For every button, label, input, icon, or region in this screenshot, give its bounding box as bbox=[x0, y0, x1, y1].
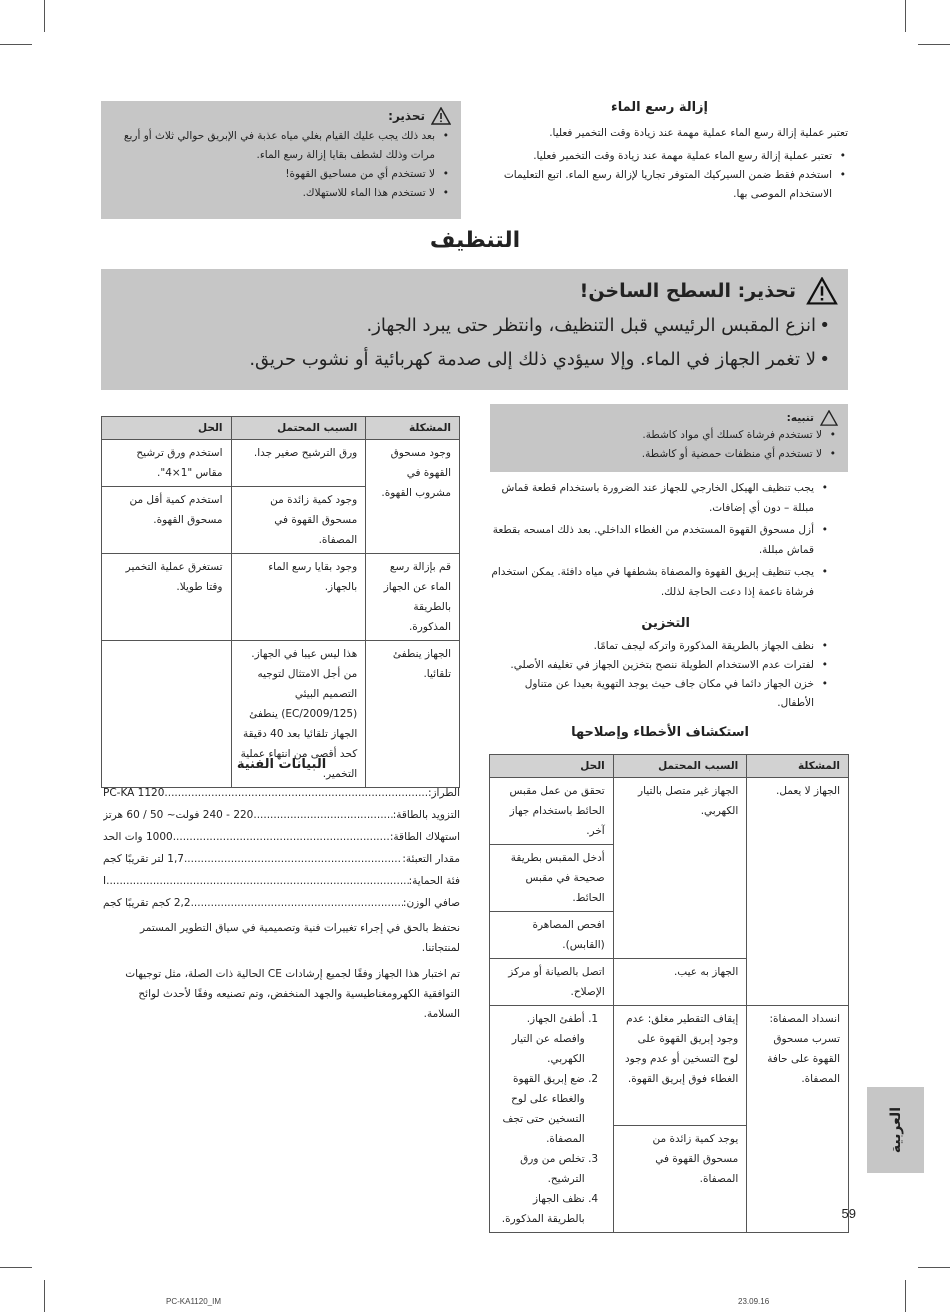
crop-mark bbox=[44, 1280, 45, 1312]
techdata-ce-note: تم اختبار هذا الجهاز وفقًا لجميع إرشادات CE الحالية ذات الصلة، مثل توجيهات التوافقية الكهرومغناطيسية والجهد المنخفض، وتم تصنيعه وفقًا لأحدث لوائح السلامة. bbox=[125, 968, 460, 1020]
list-item: 4. نظف الجهاز بالطريقة المذكورة. bbox=[498, 1189, 585, 1229]
spec-row bbox=[103, 848, 460, 870]
table-header-row bbox=[102, 417, 460, 440]
table-cell: وجود مسحوق القهوة في مشروب القهوة. bbox=[366, 440, 460, 554]
table-row bbox=[490, 1006, 849, 1126]
troubleshooting-table bbox=[489, 754, 849, 1233]
table-cell: انسداد المصفاة: تسرب مسحوق القهوة على حافة المصفاة. bbox=[747, 1006, 849, 1233]
table-cell: الجهاز لا يعمل. bbox=[747, 778, 849, 1006]
spec-label: مقدار التعبئة: bbox=[402, 853, 460, 865]
caution-title: تحذير: bbox=[388, 109, 425, 123]
list-item: 3. تخلص من ورق الترشيح. bbox=[498, 1149, 585, 1189]
list-item: • لا تستخدم فرشاة كسلك أي مواد كاشطة. bbox=[500, 426, 822, 445]
notice-list bbox=[500, 426, 838, 464]
spec-row bbox=[103, 804, 460, 826]
list-item: • تعتبر عملية إزالة رسع الماء عملية مهمة عند زيادة وقت التخمير فعليا. bbox=[490, 147, 832, 166]
spec-row bbox=[103, 826, 460, 848]
table-cell: ورق الترشيح صغير جدا. bbox=[231, 440, 366, 487]
footer-date: 23.09.16 bbox=[738, 1297, 770, 1306]
table-cell: الجهاز غير متصل بالتيار الكهربي. bbox=[613, 778, 747, 959]
warning-icon bbox=[431, 107, 451, 125]
techdata-heading: البيانات الفنية bbox=[236, 757, 327, 772]
descaling-list bbox=[490, 147, 848, 204]
spec-value: I bbox=[103, 875, 107, 887]
descaling-heading: إزالة رسع الماء bbox=[611, 100, 708, 115]
list-item: 2. ضع إبريق القهوة والغطاء على لوح التسخين حتى تجف المصفاة. bbox=[498, 1069, 585, 1149]
list-item: • خزن الجهاز دائما في مكان جاف حيث يوجد التهوية بعيدا عن متناول الأطفال. bbox=[490, 675, 814, 713]
table-row bbox=[490, 778, 849, 845]
table-cell: هذا ليس عيبا في الجهاز. من أجل الامتثال لتوجيه التصميم البيئي (EC/2009/125) ينطفئ الجهاز تلقائيا بعد 40 دقيقة كحد أقصى من انتهاء عملية التخمير. bbox=[231, 641, 366, 788]
danger-title: تحذير: السطح الساخن! bbox=[579, 280, 796, 302]
list-item: • نظف الجهاز بالطريقة المذكورة واتركه ليجف تمامًا. bbox=[490, 637, 814, 656]
spec-row bbox=[103, 782, 460, 804]
table-cell: قم بإزالة رسع الماء عن الجهاز بالطريقة المذكورة. bbox=[366, 554, 460, 641]
danger-list bbox=[111, 309, 838, 377]
techdata-note: نحتفظ بالحق في إجراء تغييرات فنية وتصميمية في سياق التطوير المستمر لمنتجاتنا. bbox=[139, 922, 460, 954]
list-item: 1. أطفئ الجهاز. وافصله عن التيار الكهربي. bbox=[498, 1009, 585, 1069]
spec-label: استهلاك الطاقة: bbox=[389, 831, 460, 843]
descaling-intro: تعتبر عملية إزالة رسع الماء عملية مهمة عند زيادة وقت التخمير فعليا. bbox=[549, 127, 848, 139]
spec-row bbox=[103, 892, 460, 914]
table-cell: الجهاز ينطفئ تلقائيا. bbox=[366, 641, 460, 788]
list-item: • بعد ذلك يجب عليك القيام بغلي مياه عذبة في الإبريق حوالي ثلاث أو أربع مرات وذلك لشطف بقايا إزالة رسع الماء. bbox=[111, 127, 435, 165]
table-cell: افحص المصاهرة (القابس). bbox=[490, 912, 614, 959]
crop-mark bbox=[918, 1267, 950, 1268]
spec-value: 2,2 كجم تقريبًا كجم bbox=[103, 897, 191, 909]
crop-mark bbox=[905, 1280, 906, 1312]
descaling-section bbox=[490, 100, 848, 204]
notice-box bbox=[490, 404, 848, 472]
list-item: • لا تستخدم أي من مساحيق القهوة! bbox=[111, 165, 435, 184]
notice-title: تنبيه: bbox=[786, 412, 814, 424]
spec-value: 1,7 لتر تقريبًا كجم bbox=[103, 853, 184, 865]
storage-list bbox=[490, 637, 830, 713]
spec-value: 1000 وات الحد bbox=[103, 831, 173, 843]
table-cell: اتصل بالصيانة أو مركز الإصلاح. bbox=[490, 959, 614, 1006]
techdata-section bbox=[103, 757, 460, 1024]
table-cell: تستغرق عملية التخمير وقتا طويلا. bbox=[102, 554, 232, 641]
column-header: السبب المحتمل bbox=[613, 755, 747, 778]
table-row bbox=[102, 440, 460, 487]
cleaning-title: التنظيف bbox=[429, 228, 521, 253]
table-header-row bbox=[490, 755, 849, 778]
spec-row bbox=[103, 870, 460, 892]
list-item: • استخدم فقط ضمن السيركيك المتوفر تجاريا لإزالة رسع الماء. اتبع التعليمات الاستخدام الموصى بها. bbox=[490, 166, 832, 204]
list-item: • انزع المقبس الرئيسي قبل التنظيف، وانتظر حتى يبرد الجهاز. bbox=[111, 309, 816, 343]
spec-value: PC-KA 1120 bbox=[103, 787, 165, 799]
spec-value: 220 - 240 فولت~ 50 / 60 هرتز bbox=[103, 809, 254, 821]
list-item: • أزل مسحوق القهوة المستخدم من الغطاء الداخلي. بعد ذلك امسحه بقطعة قماش مبللة. bbox=[490, 520, 814, 560]
fix-steps bbox=[498, 1009, 605, 1229]
table-cell: أدخل المقبس بطريقة صحيحة في مقبس الحائط. bbox=[490, 845, 614, 912]
column-header: المشكلة bbox=[747, 755, 849, 778]
problem-table bbox=[101, 416, 460, 788]
storage-heading: التخزين bbox=[641, 616, 690, 631]
storage-section bbox=[490, 616, 830, 713]
crop-mark bbox=[905, 0, 906, 32]
table-cell: وجود بقايا رسع الماء بالجهاز. bbox=[231, 554, 366, 641]
language-tab bbox=[867, 1087, 924, 1173]
crop-mark bbox=[44, 0, 45, 32]
crop-mark bbox=[918, 44, 950, 45]
crop-mark bbox=[0, 1267, 32, 1268]
spec-label: الطراز: bbox=[427, 787, 460, 799]
list-item: • لا تغمر الجهاز في الماء. وإلا سيؤدي ذلك إلى صدمة كهربائية أو نشوب حريق. bbox=[111, 343, 816, 377]
list-item: • يجب تنظيف الهيكل الخارجي للجهاز عند الضرورة باستخدام قطعة قماش مبللة – دون أي إضافات. bbox=[490, 478, 814, 518]
crop-mark bbox=[0, 44, 32, 45]
list-item: • يجب تنظيف إبريق القهوة والمصفاة بشطفها في مياه دافئة. يمكن استخدام فرشاة ناعمة إذا دعت الحاجة لذلك. bbox=[490, 562, 814, 602]
table-cell: يوجد كمية زائدة من مسحوق القهوة في المصفاة. bbox=[613, 1126, 747, 1233]
table-cell: استخدم ورق ترشيح مقاس "1×4". bbox=[102, 440, 232, 487]
column-header: المشكلة bbox=[366, 417, 460, 440]
table-cell: الجهاز به عيب. bbox=[613, 959, 747, 1006]
table-cell: إيقاف التقطير مغلق: عدم وجود إبريق القهوة على لوح التسخين أو عدم وجود الغطاء فوق إبريق القهوة. bbox=[613, 1006, 747, 1126]
warning-icon bbox=[806, 277, 838, 305]
danger-banner bbox=[101, 269, 848, 390]
table-cell bbox=[490, 1006, 614, 1233]
spec-label: فئة الحماية: bbox=[408, 875, 460, 887]
list-item: • لا تستخدم هذا الماء للاستهلاك. bbox=[111, 184, 435, 203]
list-item: • لا تستخدم أي منظفات حمضية أو كاشطة. bbox=[500, 445, 822, 464]
language-tab-label: العربية bbox=[887, 1106, 904, 1154]
list-item: • لفترات عدم الاستخدام الطويلة ننصح بتخزين الجهاز في تغليفه الأصلي. bbox=[490, 656, 814, 675]
cleaning-list bbox=[490, 478, 830, 602]
column-header: السبب المحتمل bbox=[231, 417, 366, 440]
spec-label: صافي الوزن: bbox=[402, 897, 460, 909]
footer-file-id: PC-KA1120_IM bbox=[166, 1297, 221, 1306]
troubleshooting-heading: استكشاف الأخطاء وإصلاحها bbox=[571, 725, 749, 740]
column-header: الحل bbox=[102, 417, 232, 440]
cleaning-instructions bbox=[490, 478, 830, 602]
table-cell: تحقق من عمل مقبس الحائط باستخدام جهاز آخر. bbox=[490, 778, 614, 845]
spec-label: التزويد بالطاقة: bbox=[392, 809, 460, 821]
table-row bbox=[102, 554, 460, 641]
table-cell: استخدم كمية أقل من مسحوق القهوة. bbox=[102, 487, 232, 554]
column-header: الحل bbox=[490, 755, 614, 778]
caution-list bbox=[111, 127, 451, 203]
caution-icon bbox=[820, 410, 838, 426]
table-cell: وجود كمية زائدة من مسحوق القهوة في المصفاة. bbox=[231, 487, 366, 554]
page-number: 59 bbox=[841, 1206, 856, 1221]
caution-box bbox=[101, 101, 461, 219]
